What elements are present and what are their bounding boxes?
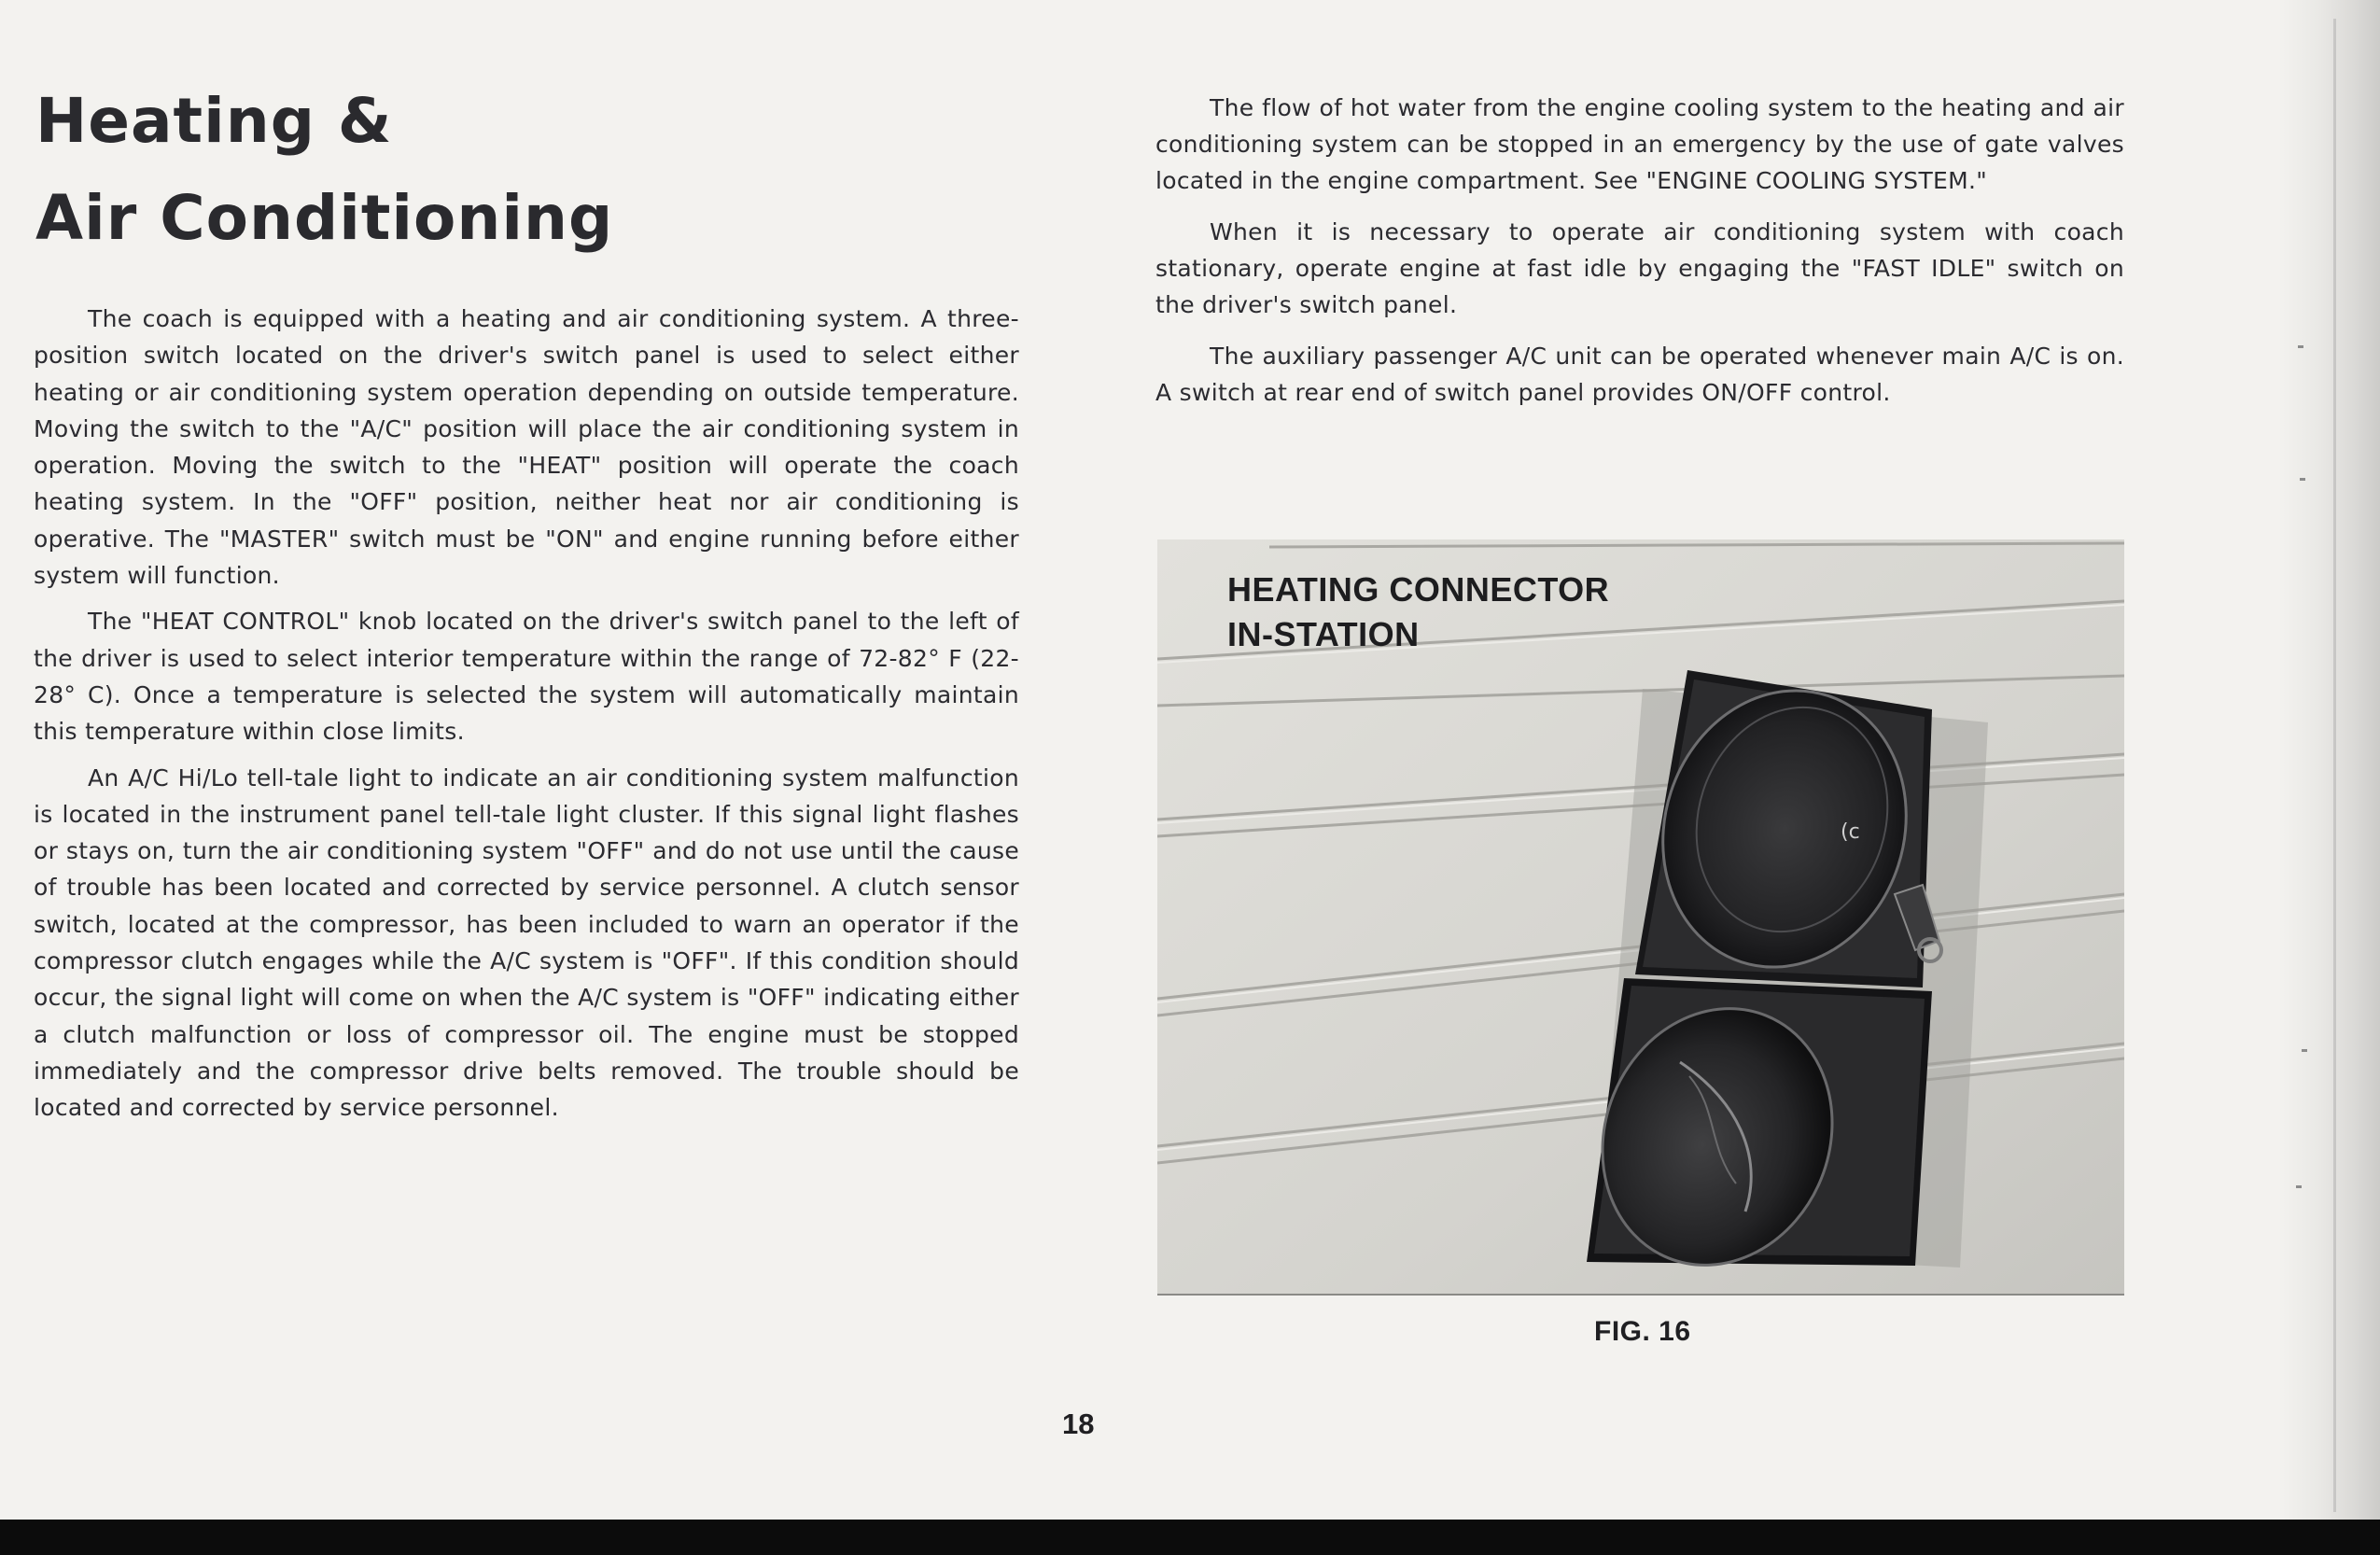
paragraph-gate-valves: The flow of hot water from the engine cooling system to the heating and air conditioning system can be stopped in an emergency by the use of gate valves located in the engine compartment. See "ENGINE COOLING SYSTEM." (1155, 94, 2124, 194)
paragraph-heating-switch: The coach is equipped with a heating and air conditioning system. A three-position switch located on the driver's switch panel is used to select either heating or air conditioning system operation depending on outside temperature. Moving the switch to the "A/C" position will place the air conditioning system in operation. Moving the switch to the "HEAT" position will operate the coach heating system. In the "OFF" position, neither heat nor air conditioning is operative. The "MASTER" switch must be "ON" and engine running before either system will function. (34, 305, 1019, 590)
figure-caption: FIG. 16 (1594, 1316, 1691, 1347)
page-binding-shadow (2277, 0, 2380, 1520)
figure-label (1227, 567, 1609, 657)
scan-speck (2300, 478, 2305, 481)
page-edge-line (2333, 19, 2336, 1512)
paragraph-auxiliary-unit: The auxiliary passenger A/C unit can be operated whenever main A/C is on. A switch at rear end of switch panel provides ON/OFF control. (1155, 343, 2124, 406)
title-line-1: Heating & (35, 85, 393, 157)
connector-logo-mark: (c (1841, 820, 1860, 844)
figure-label-line-1: HEATING CONNECTOR (1227, 570, 1610, 609)
paragraph-fast-idle: When it is necessary to operate air conditioning system with coach stationary, operate engine at fast idle by engaging the "FAST IDLE" switch on the driver's switch panel. (1155, 218, 2124, 318)
paragraph-tell-tale-light: An A/C Hi/Lo tell-tale light to indicate an air conditioning system malfunction is located in the instrument panel tell-tale light cluster. If this signal light flashes or stays on, turn the air conditioning system "OFF" and do not use until the cause of trouble has been located and corrected by service personnel. A clutch sensor switch, located at the compressor, has been included to warn an operator if the compressor clutch engages while the A/C system is "OFF". If this condition should occur, the signal light will come on when the A/C system is "OFF" indicating either a clutch malfunction or loss of compressor oil. The engine must be stopped immediately and the compressor drive belts removed. The trouble should be located and corrected by service personnel. (34, 763, 1019, 1122)
page-number: 18 (1062, 1408, 1095, 1440)
scan-speck (2298, 345, 2303, 348)
paragraph-heat-control: The "HEAT CONTROL" knob located on the driver's switch panel to the left of the driver is used to select interior temperature within the range of 72-82° F (22-28° C). Once a temperature is selected the system will automatically maintain this temperature within close limits. (34, 608, 1019, 746)
scan-speck (2296, 1185, 2302, 1188)
page-title (35, 73, 1015, 267)
scan-bottom-edge (0, 1520, 2380, 1555)
figure-label-line-2: IN-STATION (1227, 615, 1420, 653)
left-text-column (34, 301, 1019, 1136)
scan-speck (2302, 1049, 2307, 1052)
right-text-column (1155, 90, 2124, 426)
title-line-2: Air Conditioning (35, 182, 614, 254)
figure-photo (1157, 539, 2124, 1296)
